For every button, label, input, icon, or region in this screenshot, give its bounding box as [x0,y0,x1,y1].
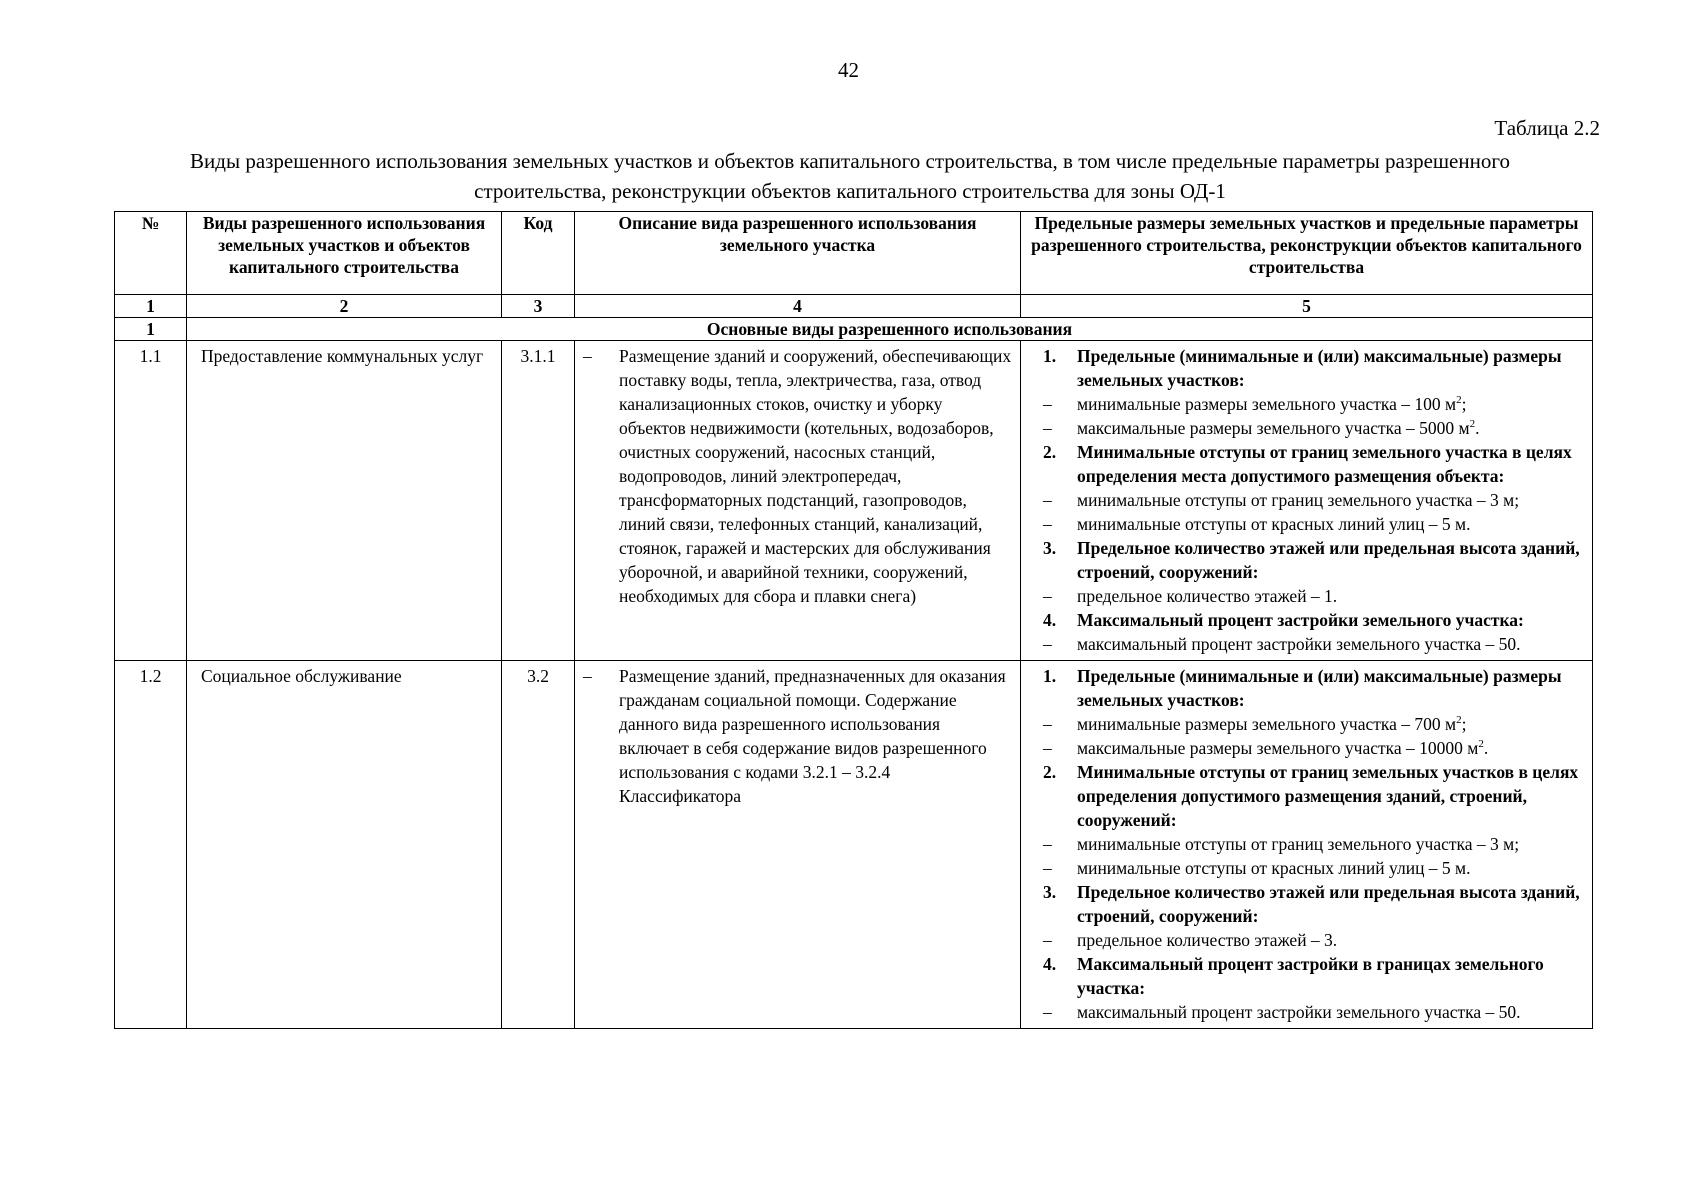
punctuation: . [1475,418,1480,438]
parameter-number: 4. [1043,610,1057,630]
parameter-value: максимальные размеры земельного участка – 5000 м [1077,418,1470,438]
parameter-number: 3. [1043,882,1057,902]
table-header-row [115,212,1593,295]
dash-marker: – [1043,930,1052,950]
parameter-number: 2. [1043,442,1057,462]
row-number: 1.2 [115,661,187,1029]
page-number: 42 [838,58,859,82]
column-number: 2 [187,295,502,318]
parameter-number: 2. [1043,762,1057,782]
parameter-heading [1029,440,1586,488]
table-label: Таблица 2.2 [1494,116,1600,140]
parameter-item-text [1077,632,1521,656]
header-description: Описание вида разрешенного использования земельного участка [575,212,1021,295]
parameter-number: 3. [1043,538,1057,558]
row-code: 3.1.1 [502,341,575,661]
parameter-item-text [1077,1000,1521,1024]
dash-marker: – [583,666,592,686]
parameter-number: 4. [1043,954,1057,974]
unit-superscript: 2 [1456,714,1462,727]
punctuation: . [1483,738,1489,758]
dash-marker: – [1043,514,1052,534]
parameter-title: Предельные (минимальные и (или) максимальные) размеры земельных участков: [1077,346,1562,390]
parameter-title: Минимальные отступы от границ земельного участка в целях определения места допустимого размещения объекта: [1077,442,1572,486]
section-title: Основные виды разрешенного использования [187,318,1593,341]
parameter-heading [1029,952,1586,1000]
parameter-heading [1029,608,1586,632]
dash-marker: – [1043,714,1052,734]
parameter-title: Предельные (минимальные и (или) максимальные) размеры земельных участков: [1077,666,1562,710]
punctuation: ; [1461,714,1467,734]
dash-marker: – [583,346,592,366]
dash-marker: – [1043,394,1052,414]
parameter-item-text [1077,856,1471,880]
parameter-value: минимальные отступы от границ земельного участка – 3 м; [1077,490,1520,510]
parameter-item [1029,1000,1586,1024]
table-caption: Виды разрешенного использования земельных участков и объектов капитального строительства, в том числе предельные параметры разрешенного строительства, реконструкции объектов капитального строительства для зоны ОД-1 [190,149,1510,203]
land-use-table [114,211,1593,1029]
parameter-item-text [1077,416,1479,440]
parameter-item [1029,488,1586,512]
parameter-item-text [1077,712,1466,736]
row-parameters [1021,341,1593,661]
column-number: 1 [115,295,187,318]
dash-marker: – [1043,834,1052,854]
parameter-value: предельное количество этажей – 3. [1077,930,1338,950]
parameter-heading [1029,664,1586,712]
parameter-item-text [1077,832,1519,856]
parameter-item-text [1077,736,1488,760]
parameter-value: минимальные отступы от красных линий улиц – 5 м. [1077,858,1471,878]
row-description [575,661,1021,1029]
parameter-title: Минимальные отступы от границ земельных участков в целях определения допустимого размещения зданий, строений, сооружений: [1077,762,1579,830]
description-text: Размещение зданий и сооружений, обеспечивающих поставку воды, тепла, электричества, газа, отвод канализационных стоков, очистку и уборку объектов недвижимости (котельных, водозаборов, очистных сооружений, насосных станций, водопроводов, линий электропередач, трансформаторных подстанций, газопроводов, линий связи, телефонных станций, канализаций, стоянок, гаражей и мастерских для обслуживания уборочной, и аварийной техники, сооружений, необходимых для сбора и плавки снега) [619,346,1012,606]
dash-marker: – [1043,586,1052,606]
parameter-item [1029,584,1586,608]
column-number: 4 [575,295,1021,318]
parameter-value: предельное количество этажей – 1. [1077,586,1338,606]
parameter-title: Максимальный процент застройки земельного участка: [1077,610,1524,630]
row-use-type: Социальное обслуживание [187,661,502,1029]
parameter-heading [1029,344,1586,392]
parameter-item [1029,832,1586,856]
parameter-item [1029,512,1586,536]
parameter-title: Максимальный процент застройки в границах земельного участка: [1077,954,1544,998]
parameter-item [1029,392,1586,416]
parameter-heading [1029,760,1586,832]
section-row [115,318,1593,341]
unit-superscript: 2 [1478,738,1484,751]
parameter-value: максимальный процент застройки земельного участка – 50. [1077,1002,1521,1022]
unit-superscript: 2 [1469,418,1476,431]
row-number: 1.1 [115,341,187,661]
parameter-value: минимальные размеры земельного участка – 100 м [1077,394,1457,414]
parameter-item-text [1077,584,1337,608]
header-number: № [115,212,187,295]
parameter-value: максимальный процент застройки земельного участка – 50. [1077,634,1521,654]
parameter-value: минимальные отступы от границ земельного участка – 3 м; [1077,834,1520,854]
parameter-item-text [1077,488,1519,512]
column-number: 3 [502,295,575,318]
parameter-heading [1029,880,1586,928]
parameter-item [1029,416,1586,440]
punctuation: ; [1461,394,1467,414]
parameter-number: 1. [1043,666,1057,686]
table-row [115,661,1593,1029]
parameter-number: 1. [1043,346,1057,366]
parameter-item [1029,856,1586,880]
dash-marker: – [1043,418,1052,438]
row-use-type: Предоставление коммунальных услуг [187,341,502,661]
section-number: 1 [115,318,187,341]
column-number: 5 [1021,295,1593,318]
dash-marker: – [1043,858,1052,878]
header-use-type: Виды разрешенного использования земельных участков и объектов капитального строительства [187,212,502,295]
row-description [575,341,1021,661]
header-parameters: Предельные размеры земельных участков и предельные параметры разрешенного строительства, реконструкции объектов капитального строительства [1021,212,1593,295]
parameter-item-text [1077,928,1337,952]
table-row [115,341,1593,661]
unit-superscript: 2 [1456,394,1462,407]
parameter-item [1029,928,1586,952]
parameter-item [1029,632,1586,656]
dash-marker: – [1043,738,1052,758]
column-number-row [115,295,1593,318]
parameter-value: минимальные отступы от красных линий улиц – 5 м. [1077,514,1471,534]
parameter-heading [1029,536,1586,584]
header-code: Код [502,212,575,295]
parameter-value: максимальные размеры земельного участка – 10000 м [1077,738,1479,758]
parameter-item-text [1077,512,1471,536]
dash-marker: – [1043,634,1052,654]
parameter-item [1029,736,1586,760]
parameter-value: минимальные размеры земельного участка – 700 м [1077,714,1457,734]
parameter-title: Предельное количество этажей или предельная высота зданий, строений, сооружений: [1077,882,1580,926]
parameter-item [1029,712,1586,736]
row-code: 3.2 [502,661,575,1029]
dash-marker: – [1043,1002,1052,1022]
dash-marker: – [1043,490,1052,510]
parameter-item-text [1077,392,1466,416]
row-parameters [1021,661,1593,1029]
description-text: Размещение зданий, предназначенных для оказания гражданам социальной помощи. Содержание данного вида разрешенного использования включает в себя содержание видов разрешенного использования с кодами 3.2.1 – 3.2.4 Классификатора [619,666,1006,806]
parameter-title: Предельное количество этажей или предельная высота зданий, строений, сооружений: [1077,538,1580,582]
